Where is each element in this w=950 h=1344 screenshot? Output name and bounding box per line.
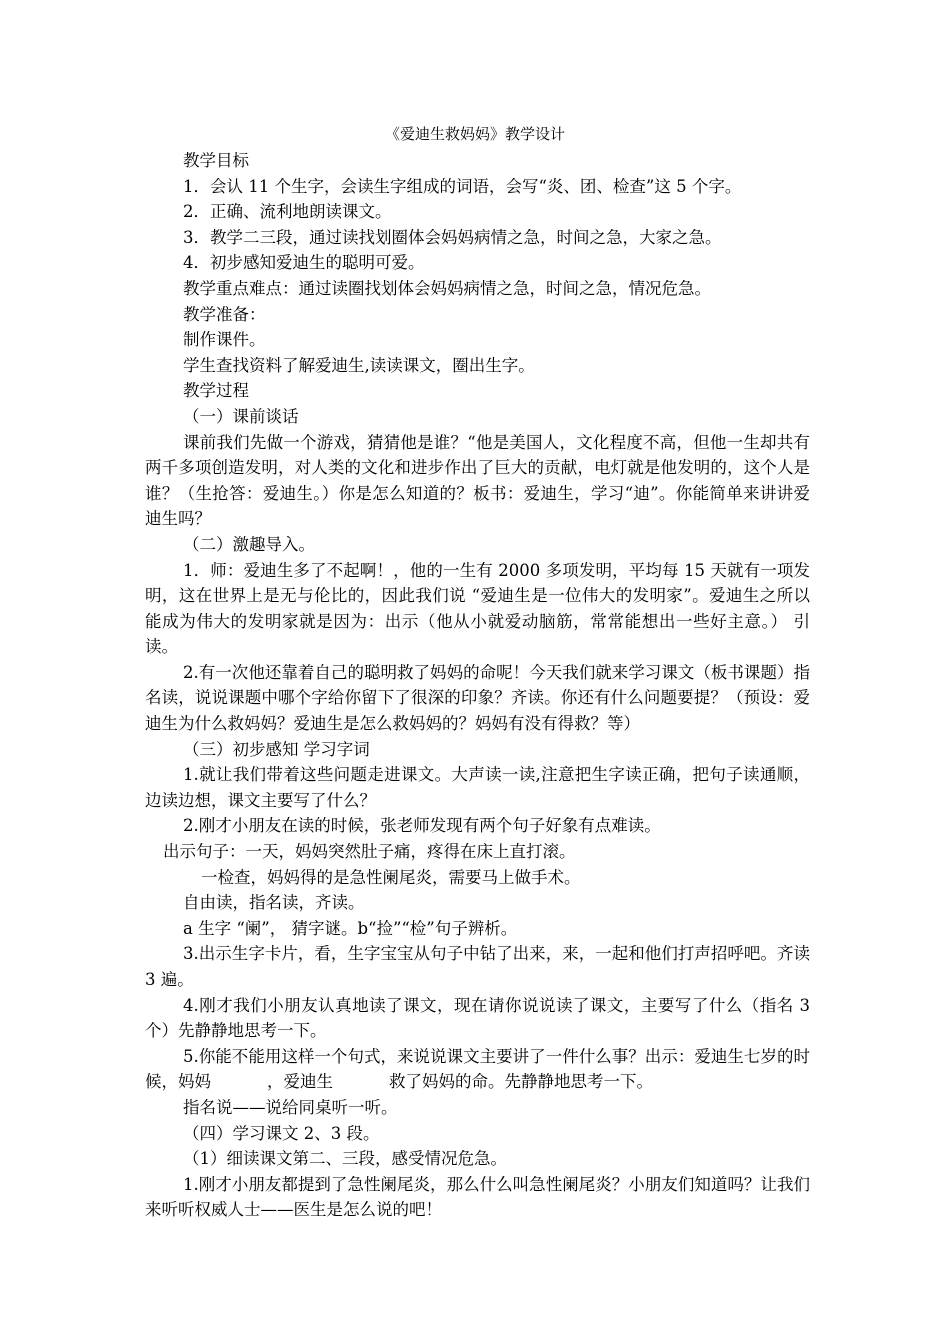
section-heading: （四）学习课文 2、3 段。 [183,1123,380,1143]
body-paragraph: 1.刚才小朋友都提到了急性阑尾炎，那么什么叫急性阑尾炎？小朋友们知道吗？让我们来听听权威人士——医生是怎么说的吧！ [145,1174,810,1220]
sentence-part: 5.你能不能用这样一个句式，来说说课文主要讲了一件什么事？出示：爱迪生七岁的时候，妈妈 [145,1046,810,1092]
body-paragraph: 课前我们先做一个游戏，猜猜他是谁？“他是美国人，文化程度不高，但他一生却共有两千多项创造发明，对人类的文化和进步作出了巨大的贡献，电灯就是他发明的，这个人是谁？（生抢答：爱迪生。）你是怎么知道的？板书：爱迪生，学习“迪”。你能简单来讲讲爱迪生吗？ [145,432,810,529]
key-points: 教学重点难点：通过读圈找划体会妈妈病情之急，时间之急，情况危急。 [183,278,711,298]
sentence-part: 救了妈妈的命。先静静地思考一下。 [389,1072,653,1092]
objective-item: 2．正确、流利地朗读课文。 [183,202,392,222]
body-paragraph: 4.刚才我们小朋友认真地读了课文，现在请你说说读了课文，主要写了什么（指名 3 个）先静静地思考一下。 [145,995,810,1041]
document-title: 《爱迪生救妈妈》教学设计 [384,125,565,143]
body-paragraph: 3.出示生字卡片，看，生字宝宝从句子中钻了出来，来，一起和他们打声招呼吧。齐读 3 遍。 [145,944,810,989]
body-paragraph: 2.刚才小朋友在读的时候，张老师发现有两个句子好象有点难读。 [183,816,661,836]
body-paragraph [145,1044,810,1095]
body-paragraph: 1.就让我们带着这些问题走进课文。大声读一读,注意把生字读正确，把句子读通顺，边读边想，课文主要写了什么？ [145,765,810,810]
objective-item: 1．会认 11 个生字，会读生字组成的词语，会写“炎、团、检查”这 5 个字。 [183,176,742,196]
body-paragraph: 指名说——说给同桌听一听。 [183,1097,398,1117]
heading-process: 教学过程 [183,381,249,401]
body-paragraph: a 生字 “阑”， 猜字谜。b“捡”“检”句子辨析。 [183,918,518,938]
body-paragraph: 出示句子：一天，妈妈突然肚子痛，疼得在床上直打滚。 [163,842,576,862]
preparation-item: 学生查找资料了解爱迪生,读读课文，圈出生字。 [183,355,535,375]
sentence-part: ，爱迪生 [267,1072,333,1092]
section-heading: （二）激趣导入。 [183,534,315,554]
section-heading: （三）初步感知 学习字词 [183,739,370,759]
heading-preparation: 教学准备： [183,304,266,324]
preparation-item: 制作课件。 [183,330,266,350]
objective-item: 4．初步感知爱迪生的聪明可爱。 [183,253,425,273]
section-heading: （一）课前谈话 [183,406,299,426]
body-paragraph: 1．师：爱迪生多了不起啊！，他的一生有 2000 多项发明，平均每 15 天就有一项发明，这在世界上是无与伦比的，因此我们说 “爱迪生是一位伟大的发明家”。爱迪生之所以能成为伟大的发明家就是因为：出示（他从小就爱动脑筋，常常能想出一些好主意。） 引读。 [145,560,810,657]
heading-objectives: 教学目标 [183,151,249,170]
body-paragraph: 自由读，指名读，齐读。 [183,893,365,913]
objective-item: 3．教学二三段，通过读找划圈体会妈妈病情之急，时间之急，大家之急。 [183,227,722,247]
body-paragraph: 一检查，妈妈得的是急性阑尾炎，需要马上做手术。 [201,867,581,887]
body-paragraph: 2.有一次他还靠着自己的聪明救了妈妈的命呢！今天我们就来学习课文（板书课题）指名读，说说课题中哪个字给你留下了很深的印象？齐读。你还有什么问题要提？（预设：爱迪生为什么救妈妈？爱迪生是怎么救妈妈的？妈妈有没有得救？等） [145,662,810,734]
document-body [145,148,810,1223]
section-heading: （1）细读课文第二、三段，感受情况危急。 [183,1149,507,1169]
